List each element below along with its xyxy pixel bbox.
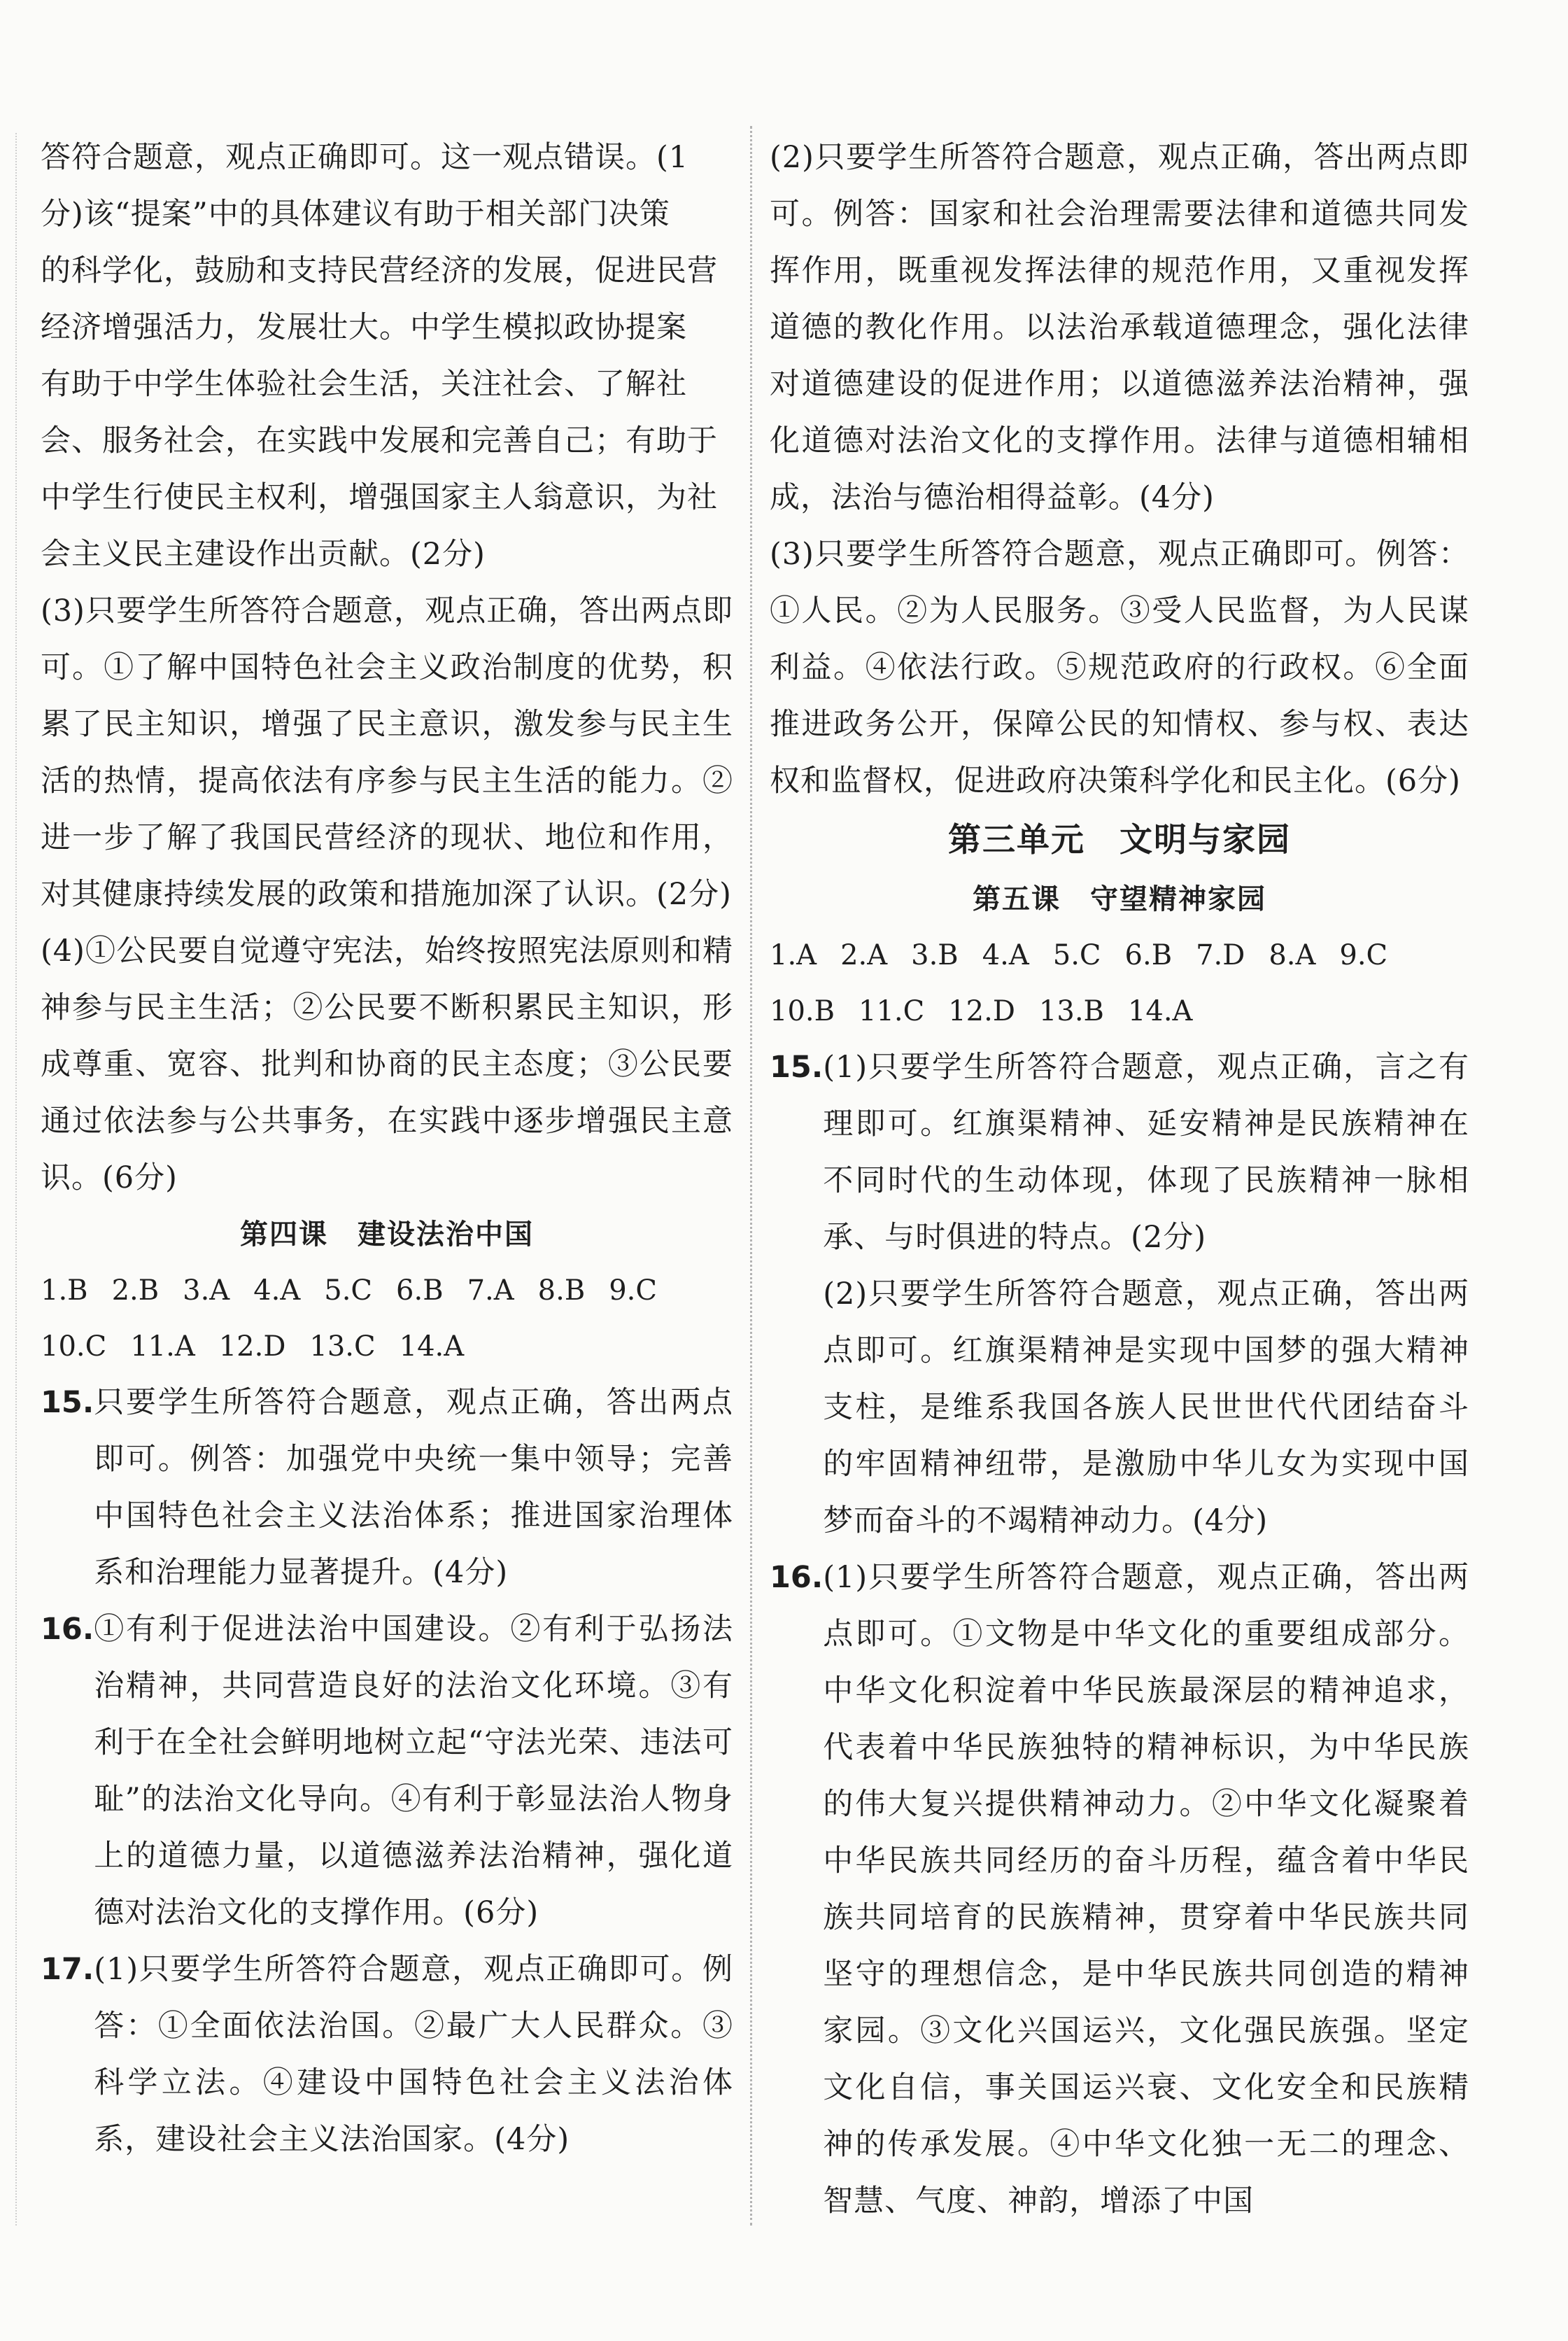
answer-item: 13.C [309,1330,376,1363]
answer-item: 11.A [130,1330,195,1363]
question-answer: (1)只要学生所答符合题意，观点正确，答出两点即可。①文物是中华文化的重要组成部分。中华文化积淀着中华民族最深层的精神追求，代表着中华民族独特的精神标识，为中华民族的伟大复兴提供精神动力。②中华文化凝聚着中华民族共同经历的奋斗历程，蕴含着中华民族共同培育的民族精神，贯穿着中华民族共同坚守的理想信念，是中华民族共同创造的精神家园。③文化兴国运兴，文化强民族强。坚定文化自信，事关国运兴衰、文化安全和民族精神的传承发展。④中华文化独一无二的理念、智慧、气度、神韵，增添了中国 [823,1560,1469,2219]
question-17 [41,1941,733,2168]
text-line: 有助于中学生体验社会生活，关注社会、了解社 [41,367,687,402]
left-column [41,129,733,2168]
answer-item: 12.D [948,995,1015,1027]
answer-item: 14.A [1127,995,1193,1027]
answer-item: 13.B [1038,995,1104,1027]
answer-item: 1.A [770,939,817,971]
answer-item: 7.A [467,1274,514,1307]
choice-answers-row-1 [770,927,1469,983]
answer-item: 5.C [324,1274,373,1307]
answer-item: 8.B [537,1274,586,1307]
right-column [770,129,1469,2230]
choice-answers-row-2 [41,1319,733,1375]
question-number: 15. [770,1050,824,1085]
column-divider [750,126,752,2226]
answer-item: 3.B [911,939,959,971]
question-number: 15. [41,1385,94,1420]
text-line: 会、服务社会，在实践中发展和完善自己；有助于 [41,423,718,458]
question-answer-group [823,1039,1469,1549]
answer-item: 9.C [609,1274,657,1307]
answer-item: 2.B [111,1274,160,1307]
answer-paragraph-4: (4)①公民要自觉遵守宪法，始终按照宪法原则和精神参与民主生活；②公民要不断积累民主知识，形成尊重、宽容、批判和协商的民主态度；③公民要通过依法参与公共事务，在实践中逐步增强民主意识。(6分) [41,934,733,1195]
question-15 [41,1375,733,1601]
choice-answers-row-1 [41,1263,733,1319]
text-line: 的科学化，鼓励和支持民营经济的发展，促进民营 [41,253,718,288]
lesson-5-title: 第五课 守望精神家园 [973,883,1266,915]
question-number: 17. [41,1952,94,1987]
answer-item: 4.A [253,1274,301,1307]
answer-item: 9.C [1339,939,1388,971]
answer-item: 10.C [41,1330,107,1363]
question-answer-part-2: (2)只要学生所答符合题意，观点正确，答出两点即可。红旗渠精神是实现中国梦的强大精神支柱，是维系我国各族人民世世代代团结奋斗的牢固精神纽带，是激励中华儿女为实现中国梦而奋斗的不竭精神动力。(4分) [823,1277,1469,1538]
question-answer: (1)只要学生所答符合题意，观点正确即可。例答：①全面依法治国。②最广大人民群众。③科学立法。④建设中国特色社会主义法治体系，建设社会主义法治国家。(4分) [94,1952,733,2157]
question-answer: 只要学生所答符合题意，观点正确，答出两点即可。例答：加强党中央统一集中领导；完善中国特色社会主义法治体系；推进国家治理体系和治理能力显著提升。(4分) [94,1385,733,1590]
question-number: 16. [41,1612,94,1647]
answer-item: 8.A [1269,939,1316,971]
answer-item: 11.C [859,995,925,1027]
question-answer-part-1: (1)只要学生所答符合题意，观点正确，言之有理即可。红旗渠精神、延安精神是民族精神在不同时代的生动体现，体现了民族精神一脉相承、与时俱进的特点。(2分) [823,1050,1469,1255]
answer-paragraph-3: (3)只要学生所答符合题意，观点正确，答出两点即可。①了解中国特色社会主义政治制度的优势，积累了民主知识，增强了民主意识，激发参与民主生活的热情，提高依法有序参与民主生活的能力。②进一步了解了我国民营经济的现状、地位和作用，对其健康持续发展的政策和措施加深了认识。(2分) [41,593,733,912]
question-number: 16. [770,1560,824,1595]
answer-item: 10.B [770,995,835,1027]
text-line: 答符合题意，观点正确即可。这一观点错误。(1 [41,140,689,175]
answer-item: 7.D [1196,939,1245,971]
answer-item: 5.C [1052,939,1101,971]
unit-3-title: 第三单元 文明与家园 [948,821,1291,859]
left-margin-rule [15,133,17,2226]
answer-paragraph-3: (3)只要学生所答符合题意，观点正确即可。例答：①人民。②为人民服务。③受人民监督，为人民谋利益。④依法行政。⑤规范政府的行政权。⑥全面推进政务公开，保障公民的知情权、参与权、表达权和监督权，促进政府决策科学化和民主化。(6分) [770,537,1469,799]
answer-item: 4.A [982,939,1029,971]
text-line: 会主义民主建设作出贡献。(2分) [41,537,486,572]
answer-item: 14.A [399,1330,465,1363]
question-16 [770,1549,1469,2230]
answer-item: 3.A [183,1274,230,1307]
question-answer: ①有利于促进法治中国建设。②有利于弘扬法治精神，共同营造良好的法治文化环境。③有利于在全社会鲜明地树立起“守法光荣、违法可耻”的法治文化导向。④有利于彰显法治人物身上的道德力量，以道德滋养法治精神，强化道德对法治文化的支撑作用。(6分) [94,1612,733,1930]
lesson-4-title: 第四课 建设法治中国 [240,1218,534,1251]
answer-item: 1.B [41,1274,88,1307]
answer-paragraph-2: (2)只要学生所答符合题意，观点正确，答出两点即可。例答：国家和社会治理需要法律和道德共同发挥作用，既重视发挥法律的规范作用，又重视发挥道德的教化作用。以法治承载道德理念，强化法律对道德建设的促进作用；以道德滋养法治精神，强化道德对法治文化的支撑作用。法律与道德相辅相成，法治与德治相得益彰。(4分) [770,140,1469,515]
text-line: 分)该“提案”中的具体建议有助于相关部门决策 [41,197,670,232]
text-line: 经济增强活力，发展壮大。中学生模拟政协提案 [41,310,687,345]
answer-item: 2.A [840,939,888,971]
answer-item: 6.B [396,1274,444,1307]
text-line: 中学生行使民主权利，增强国家主人翁意识，为社 [41,480,718,515]
choice-answers-row-2 [770,983,1469,1039]
answer-item: 6.B [1124,939,1173,971]
answer-item: 12.D [218,1330,286,1363]
question-15 [770,1039,1469,1549]
question-16 [41,1601,733,1941]
continued-answer [41,129,733,583]
